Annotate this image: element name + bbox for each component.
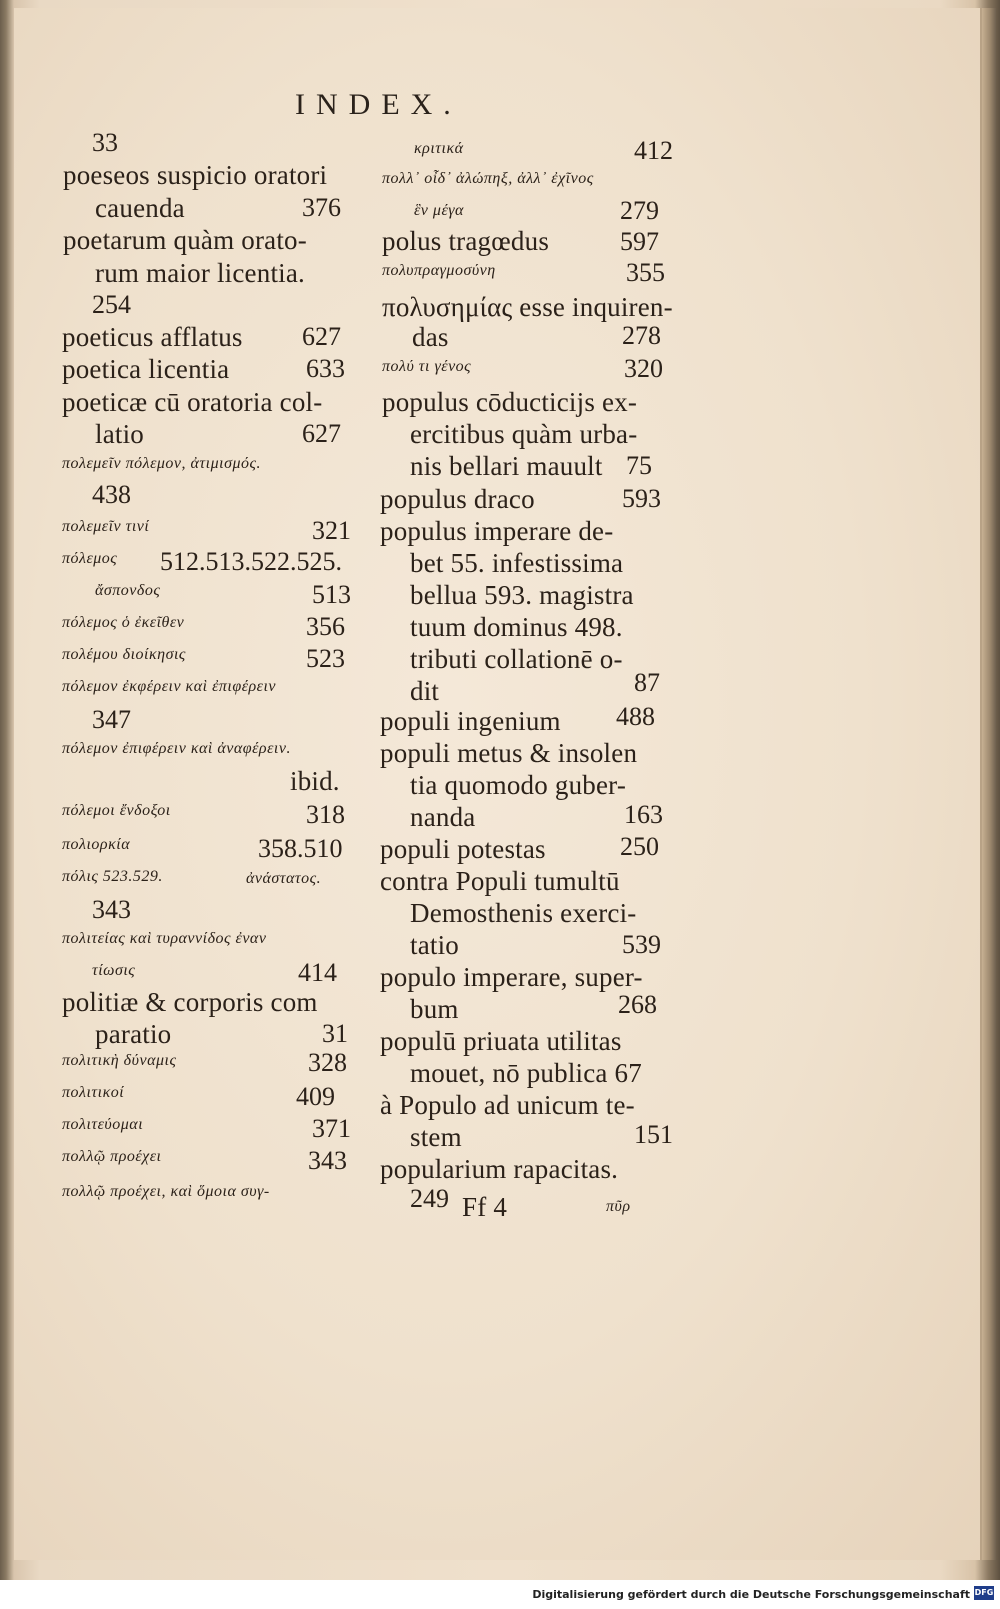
right-entry-20: populus imperare de-	[380, 516, 614, 546]
left-entry-22: πόλεμος ὁ ἐκεῖθεν	[62, 614, 185, 631]
left-entry-40: politiæ & corporis com	[62, 987, 318, 1017]
left-entry-33: 358.510	[258, 834, 343, 863]
right-entry-46: 151	[634, 1120, 673, 1149]
right-entry-4: 279	[620, 196, 659, 225]
right-entry-24: tributi collationē o-	[410, 644, 623, 674]
right-entry-42: populū priuata utilitas	[380, 1026, 622, 1056]
left-entry-29: ibid.	[290, 766, 340, 796]
right-entry-9: πολυσημίας esse inquiren-	[382, 292, 673, 322]
right-entry-41: 268	[618, 990, 657, 1019]
left-entry-21: 513	[312, 580, 351, 609]
right-entry-0: κριτικά	[414, 140, 464, 157]
right-entry-27: populi ingenium	[380, 706, 561, 736]
right-entry-5: polus tragœdus	[382, 226, 550, 256]
right-entry-29: populi metus & insolen	[380, 738, 638, 768]
left-entry-6: 254	[92, 290, 131, 319]
right-entry-33: populi potestas	[380, 834, 546, 864]
right-entry-15: ercitibus quàm urba-	[410, 419, 638, 449]
page-edge	[982, 8, 996, 1560]
left-entry-49: πολλῷ προέχει	[62, 1148, 162, 1165]
digitization-credit: Digitalisierung gefördert durch die Deutsche Forschungsgemeinschaft	[532, 1588, 970, 1601]
right-entry-19: 593	[622, 484, 661, 513]
left-entry-11: poeticæ cū oratoria col-	[62, 387, 323, 417]
right-entry-34: 250	[620, 832, 659, 861]
left-entry-14: πολεμεῖν πόλεμον, ἀτιμισμός.	[62, 455, 261, 472]
left-entry-17: 321	[312, 516, 351, 545]
right-entry-23: tuum dominus 498.	[410, 612, 623, 642]
right-entry-7: πολυπραγμοσύνη	[382, 262, 496, 279]
left-entry-7: poeticus afflatus	[62, 322, 243, 352]
left-entry-47: πολιτεύομαι	[62, 1116, 144, 1133]
right-entry-45: stem	[410, 1122, 462, 1152]
left-entry-19: 512.513.522.525.	[160, 547, 342, 576]
left-entry-41: paratio	[95, 1019, 172, 1049]
right-entry-13: 320	[624, 354, 663, 383]
left-entry-43: πολιτικὴ δύναμις	[62, 1052, 177, 1069]
right-entry-6: 597	[620, 227, 659, 256]
left-entry-51: πολλῷ προέχει, καὶ ὅμοια συγ-	[62, 1183, 270, 1200]
right-entry-31: nanda	[410, 802, 476, 832]
right-entry-3: ἓν μέγα	[414, 202, 464, 219]
left-entry-32: πολιορκία	[62, 836, 131, 853]
left-entry-42: 31	[322, 1019, 348, 1048]
right-entry-38: 539	[622, 930, 661, 959]
right-entry-37: tatio	[410, 930, 459, 960]
right-entry-17: 75	[626, 451, 652, 480]
right-entry-30: tia quomodo guber-	[410, 770, 627, 800]
right-entry-21: bet 55. infestissima	[410, 548, 624, 578]
right-entry-28: 488	[616, 702, 655, 731]
left-entry-3: 376	[302, 193, 341, 222]
left-entry-4: poetarum quàm orato-	[63, 225, 307, 255]
dfg-logo: DFG	[974, 1586, 994, 1600]
right-entry-10: das	[412, 322, 449, 352]
left-entry-8: 627	[302, 322, 341, 351]
right-entry-2: πολλ᾽ οἶδ᾽ ἀλώπηξ, ἀλλ᾽ ἐχῖνος	[382, 170, 594, 187]
left-entry-50: 343	[308, 1146, 347, 1175]
right-entry-32: 163	[624, 800, 663, 829]
right-entry-18: populus draco	[380, 484, 535, 514]
left-entry-36: 343	[92, 895, 131, 924]
right-entry-8: 355	[626, 258, 665, 287]
right-entry-36: Demosthenis exerci-	[410, 898, 637, 928]
left-entry-10: 633	[306, 354, 345, 383]
right-entry-12: πολύ τι γένος	[382, 358, 472, 375]
left-entry-1: poeseos suspicio oratori	[63, 160, 328, 190]
left-entry-23: 356	[306, 612, 345, 641]
signature-mark: Ff 4	[462, 1192, 508, 1222]
left-entry-20: ἄσπονδος	[95, 582, 161, 599]
right-entry-11: 278	[622, 321, 661, 350]
left-entry-25: 523	[306, 644, 345, 673]
right-entry-47: popularium rapacitas.	[380, 1154, 619, 1184]
left-entry-0: 33	[92, 128, 118, 157]
left-entry-31: 318	[306, 800, 345, 829]
left-entry-9: poetica licentia	[62, 354, 230, 384]
left-entry-45: πολιτικοί	[62, 1084, 125, 1101]
left-entry-48: 371	[312, 1114, 351, 1143]
right-entry-22: bellua 593. magistra	[410, 580, 634, 610]
left-entry-35: ἀνάστατος.	[246, 870, 322, 887]
left-entry-26: πόλεμον ἐκφέρειν καὶ ἐπιφέρειν	[62, 678, 277, 695]
right-entry-14: populus cōducticijs ex-	[382, 387, 638, 417]
left-entry-13: 627	[302, 419, 341, 448]
left-entry-2: cauenda	[95, 193, 185, 223]
page-title: INDEX.	[295, 88, 462, 121]
left-entry-24: πολέμου διοίκησις	[62, 646, 186, 663]
left-entry-30: πόλεμοι ἔνδοξοι	[62, 802, 171, 819]
left-entry-44: 328	[308, 1048, 347, 1077]
right-entry-44: à Populo ad unicum te-	[380, 1090, 635, 1120]
left-entry-15: 438	[92, 480, 131, 509]
left-entry-46: 409	[296, 1082, 335, 1111]
left-entry-39: 414	[298, 958, 337, 987]
left-entry-34: πόλις 523.529.	[62, 868, 163, 885]
left-entry-18: πόλεμος	[62, 550, 118, 567]
right-entry-16: nis bellari mauult	[410, 451, 603, 481]
left-entry-12: latio	[95, 419, 144, 449]
right-entry-26: 87	[634, 668, 660, 697]
catchword: πῦρ	[606, 1198, 631, 1215]
right-entry-35: contra Populi tumultū	[380, 866, 620, 896]
left-entry-16: πολεμεῖν τινί	[62, 518, 150, 535]
right-entry-43: mouet, nō publica 67	[410, 1058, 642, 1088]
left-entry-38: τίωσις	[92, 962, 136, 979]
left-entry-5: rum maior licentia.	[95, 258, 305, 288]
right-entry-40: bum	[410, 994, 459, 1024]
left-entry-28: πόλεμον ἐπιφέρειν καὶ ἀναφέρειν.	[62, 740, 291, 757]
right-entry-1: 412	[634, 136, 673, 165]
left-entry-27: 347	[92, 705, 131, 734]
right-entry-25: dit	[410, 676, 440, 706]
right-entry-48: 249	[410, 1184, 449, 1213]
left-entry-37: πολιτείας καὶ τυραννίδος ἐναν	[62, 930, 267, 947]
right-entry-39: populo imperare, super-	[380, 962, 643, 992]
